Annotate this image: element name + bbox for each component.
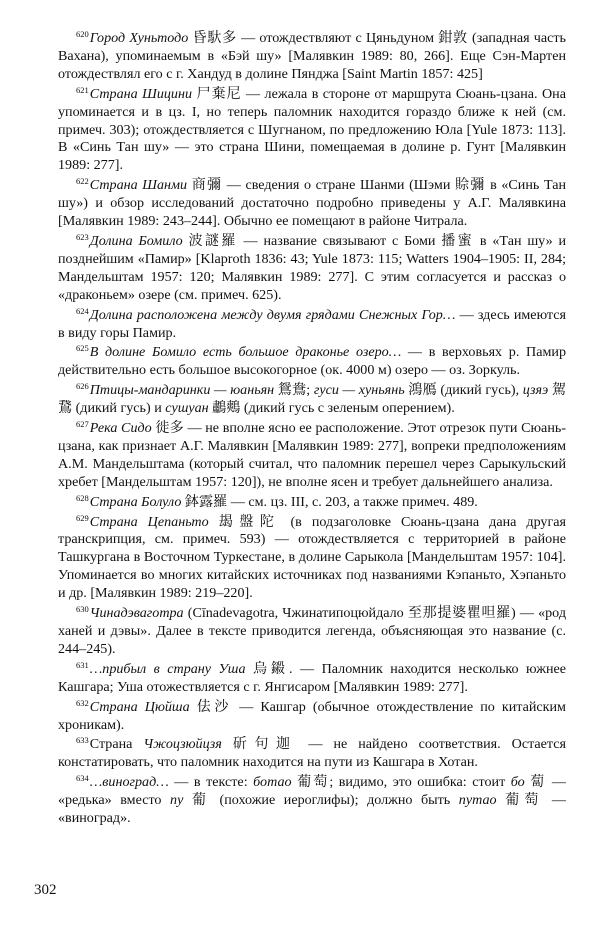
footnote-number: 622 (76, 176, 89, 187)
footnote-number: 628 (76, 492, 89, 503)
footnote-italic-text: Река Сидо (89, 420, 152, 437)
footnote-italic-text: Долина расположена между двумя грядами Снежных Гор… (89, 306, 456, 323)
footnote-italic-text: …виноград… (89, 774, 169, 791)
footnote (58, 774, 566, 828)
footnote (58, 699, 566, 735)
footnote-text: 蔔 — «редька» вместо (58, 774, 567, 809)
footnote-text: 波謎羅 — название связывают с Боми 播蜜 в «Тан шу» и позднейшим «Памир» [Klaproth 1836: 43; Yule 1873: 115; Watters 1904–1905: II, 284; Мандельштам 1957: 120; Малявкин 1989: 277]. С этим согласуется и рассказ о «драконьем» озере (см. примеч. 625). (58, 232, 566, 303)
footnote-number: 630 (76, 604, 89, 615)
footnote-italic-text: ботао (253, 774, 292, 791)
footnote-italic-text: Город Хуньтодо (89, 30, 189, 46)
footnote-number: 624 (76, 305, 89, 316)
footnote-number: 629 (76, 512, 89, 523)
footnote-italic-text: Страна Цюйша (89, 698, 190, 715)
footnote-text: — здесь имеются в виду горы Памир. (58, 306, 566, 341)
footnote (58, 420, 566, 492)
footnote (58, 661, 566, 697)
footnote-text: — в тексте: (168, 774, 254, 791)
footnote-text: 鴛鴦; (274, 382, 314, 399)
footnote-text: 鴻鴈 (дикий гусь), (404, 382, 523, 399)
footnote-number: 623 (76, 231, 89, 242)
footnote-italic-text: В долине Бомило есть большое драконье озеро… (89, 344, 402, 361)
footnote-italic-text: Страна Шицини (89, 85, 192, 102)
footnote-text: 商彌 — сведения о стране Шанми (Шэми 賒彌 в «Синь Тан шу») и обзор исследований достаточно подробно приведены у А.Г. Малявкина [Малявкин 1989: 243–244]. Обычно ее помещают в районе Читрала. (58, 177, 566, 230)
footnote-text: Страна (89, 736, 144, 753)
footnote-italic-text: Птицы-мандаринки — юаньян (89, 382, 275, 399)
footnote (58, 307, 566, 343)
footnote-number: 633 (76, 735, 89, 746)
footnote (58, 177, 566, 231)
footnote-italic-text: сушуан (165, 400, 209, 417)
footnote-italic-text: Долина Бомило (89, 232, 183, 249)
footnote-italic-text: Чинадэваготра (89, 605, 184, 622)
footnote (58, 382, 566, 418)
footnote-italic-text: цзяэ (522, 382, 549, 399)
footnotes-list (58, 30, 566, 828)
footnote-text: 葡萄; видимо, это ошибка: стоит (291, 774, 511, 791)
footnote-italic-text: Страна Шанми (89, 177, 188, 194)
footnote-text: 烏鎩. — Паломник находится несколько южнее Кашгара; Уша отожествляется с г. Янгисаром [Малявкин 1989: 277]. (58, 660, 566, 695)
footnote (58, 344, 566, 380)
footnote (58, 605, 566, 659)
footnote-text: 鉢露羅 — см. цз. III, с. 203, а также примеч. 489. (181, 493, 478, 510)
footnote-italic-text: Страна Цепаньто (89, 513, 209, 530)
footnote-number: 632 (76, 697, 89, 708)
footnote-number: 620 (76, 29, 89, 39)
footnote-text: 尸棄尼 — лежала в стороне от маршрута Сюань-цзана. Она упоминается и в цз. I, но теперь паломник находится гораздо ближе к ней (см. примеч. 303); отождествляется с Шугнаном, по предложению Юла [Yule 1873: 113]. В «Синь Тан шу» — это страна Шини, помещаемая в долине р. Гунт [Малявкин 1989: 277]. (58, 85, 566, 174)
footnote-text: — в верховьях р. Памир действительно есть большое высокогорное (ок. 4000 м) озеро — оз. Зоркуль. (58, 344, 566, 379)
footnote-italic-text: …прибыл в страну Уша (89, 660, 246, 677)
footnote (58, 86, 566, 176)
footnote-italic-text: Чжоцзюйцзя (143, 736, 222, 753)
footnote-number: 625 (76, 343, 89, 354)
footnote (58, 30, 566, 84)
footnote-text: 斫句迦 — не найдено соответствия. Остается констатировать, что паломник находится на пути из Кашгара в Хотан. (58, 736, 566, 771)
footnote-number: 621 (76, 84, 89, 95)
footnote-text: 昏馱多 — отождествляют с Цяньдуном 鉗敦 (западная часть Вахана), упоминаемым в «Бэй шу» [Малявкин 1989: 80, 266]. Еще Сэн-Мартен отождествлял его с г. Хандуд в долине Пянджа [Saint Martin 1857: 425] (58, 30, 566, 82)
footnote (58, 514, 566, 604)
page-number: 302 (34, 882, 57, 898)
footnote (58, 233, 566, 305)
footnote-number: 634 (76, 773, 89, 784)
footnote-text: 葡萄 — «виноград». (58, 792, 566, 827)
footnote-italic-text: пу (170, 792, 184, 809)
footnote-text: 徙多 — не вполне ясно ее расположение. Этот отрезок пути Сюань-цзана, как признает А.Г. Малявкин [Малявкин 1989: 277], вопреки предположениям А.М. Мандельштама (который считал, что паломник перешел через Сарыкульский хребет [Мандельштам 1957: 120]), не вполне ясен и требует дальнейшего анализа. (58, 420, 566, 490)
footnote-italic-text: бо (510, 774, 525, 791)
footnote-text: 駕鵞 (дикий гусь) и (58, 382, 566, 417)
footnote (58, 494, 566, 512)
footnote-text: 葡 (похожие иероглифы); должно быть (183, 792, 459, 809)
footnote (58, 736, 566, 772)
footnote-text: 鷫鷞 (дикий гусь с зеленым оперением). (208, 400, 455, 417)
footnote-number: 631 (76, 659, 89, 670)
footnote-text: (Cīnadevagotra, Чжинатипоцюйдало 至那提婆瞿呾羅) — «род ханей и дэвы». Далее в тексте приводится легенда, объясняющая это название (с. 244–245). (58, 605, 566, 657)
footnote-text: 朅盤陀 (в подзаголовке Сюань-цзана дана другая транскрипция, см. примеч. 593) — отождествляется с территорией в районе Ташкургана в Восточном Туркестане, в долине Сарыкола [Мандельштам 1957: 104]. Упоминается во многих китайских источниках под названиями Кэпаньто, Хэпаньто и др. [Малявкин 1989: 219–220]. (58, 513, 566, 602)
footnote-text: 佉沙 — Кашгар (обычное отождествление по китайским хроникам). (58, 698, 566, 733)
footnote-number: 626 (76, 381, 89, 392)
footnote-italic-text: путао (458, 792, 497, 809)
footnote-italic-text: Страна Болуло (89, 493, 182, 510)
footnote-italic-text: гуси — хуньянь (313, 382, 405, 399)
footnote-number: 627 (76, 419, 89, 430)
